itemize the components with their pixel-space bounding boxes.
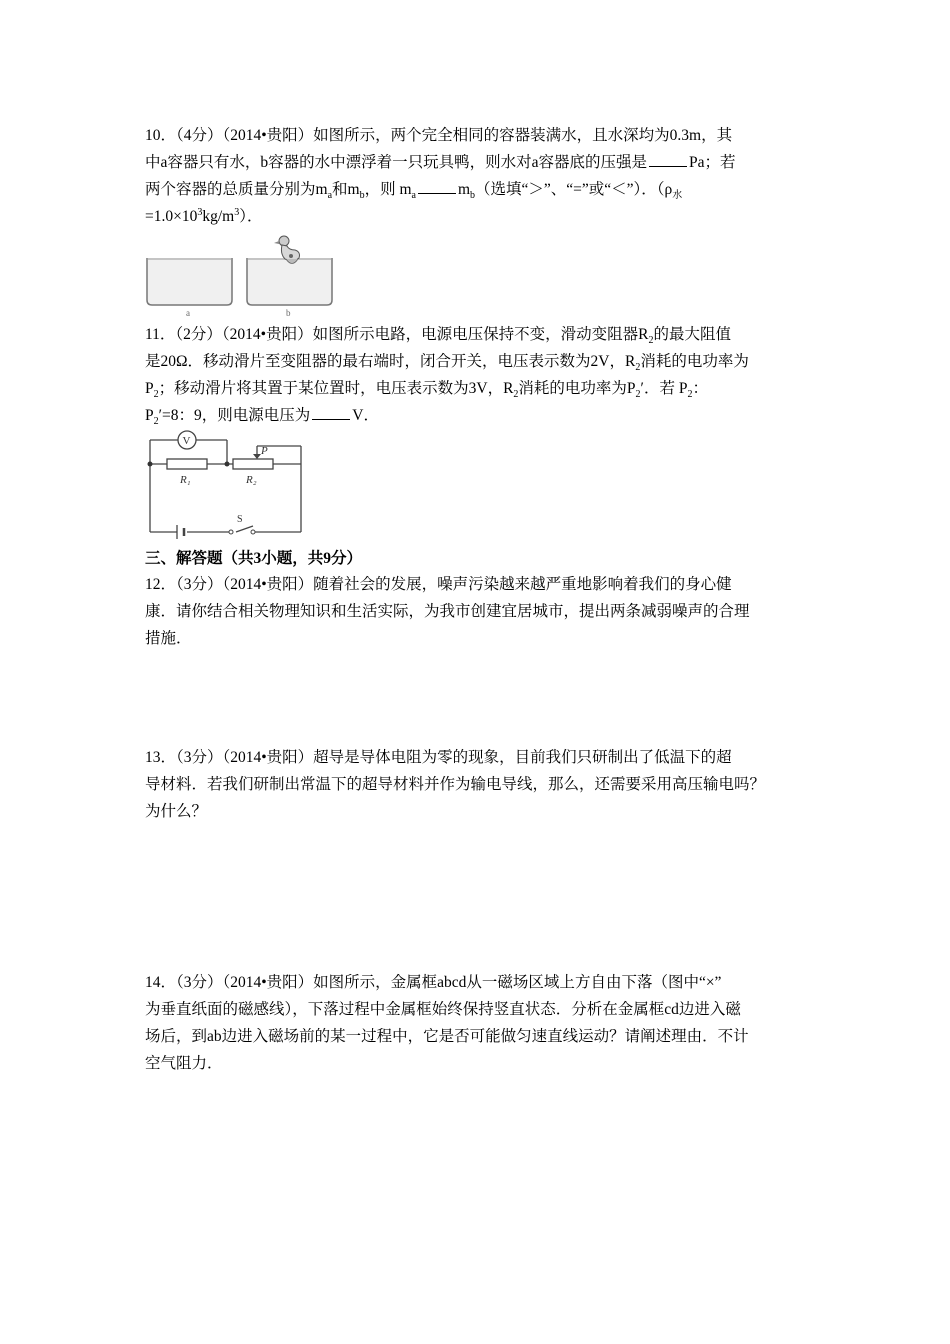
section-heading: 三、解答题（共3小题，共9分） [145, 550, 363, 567]
q11-line-2: 是20Ω．移动滑片至变阻器的最右端时，闭合开关，电压表示数为2V，$R_2$消耗的电功率为 [145, 353, 749, 374]
junction-dot-left [148, 462, 153, 467]
q11-line-3: $P_2$；移动滑片将其置于某位置时，电压表示数为3V，$R_2$消耗的电功率为$P_2'$．若 $P_2$： [145, 380, 708, 401]
resistor-r1 [167, 459, 207, 469]
switch-icon [229, 530, 233, 534]
question-14: 14．（3分）（2014•贵阳）如图所示，金属框abcd从一磁场区域上方自由下落（图中“×” 为垂直纸面的磁感线），下落过程中金属框始终保持竖直状态．分析在金属框cd边进入磁 场后，到ab边进入磁场前的某一过程中，它是否可能做匀速直线运动？请阐述理由．不计 空气阻力． [145, 974, 749, 1072]
q10-containers-figure [143, 232, 335, 318]
switch-label: S [237, 514, 243, 525]
container-a [147, 258, 232, 305]
q10-line-1: 10．（4分）（2014•贵阳）如图所示，两个完全相同的容器装满水，且水深均为0.3m，其 [145, 127, 733, 144]
q10-blank-pressure [649, 154, 687, 167]
question-11 [145, 321, 813, 429]
q11-blank-voltage [312, 407, 350, 420]
question-12: 12．（3分）（2014•贵阳）随着社会的发展，噪声污染越来越严重地影响着我们的身心健 康．请你结合相关物理知识和生活实际，为我市创建宜居城市，提出两条减弱噪声的合理 措施． [145, 576, 750, 647]
r2-label: R₂ [246, 474, 257, 486]
slider-label: P [261, 445, 268, 457]
q10-blank-mass [418, 181, 456, 194]
voltmeter-label: V [182, 435, 191, 447]
q10-line-2: 中a容器只有水，b容器的水中漂浮着一只玩具鸭，则水对a容器底的压强是 Pa；若 [145, 154, 736, 171]
fig-label-a: a [186, 308, 190, 318]
question-10 [145, 122, 813, 230]
q10-line-3: 两个容器的总质量分别为$m_a$和$m_b$，则 $m_a$ $m_b$（选填“＞”、“=”或“＜”）．（$\rho_水$ [145, 181, 683, 202]
fig-label-b: b [286, 308, 291, 318]
q11-circuit-figure [143, 428, 309, 540]
q11-line-1: 11．（2分）（2014•贵阳）如图所示电路，电源电压保持不变，滑动变阻器$R_2$的最大阻值 [145, 326, 731, 347]
slider-arrow-icon [253, 454, 261, 459]
junction-dot-mid [225, 462, 230, 467]
container-b [247, 258, 332, 305]
r1-label: R₁ [180, 474, 191, 486]
q11-line-4: $P_2'=8$：9，则电源电压为 V． [145, 407, 379, 428]
rheostat-r2 [233, 459, 273, 469]
question-13: 13．（3分）（2014•贵阳）超导是导体电阻为零的现象，目前我们只研制出了低温下的超 导材料．若我们研制出常温下的超导材料并作为输电导线，那么，还需要采用高压输电吗？ 为什么？ [145, 749, 766, 820]
q10-line-4: $=1.0\times 10^3kg/m^3$）． [145, 206, 263, 225]
